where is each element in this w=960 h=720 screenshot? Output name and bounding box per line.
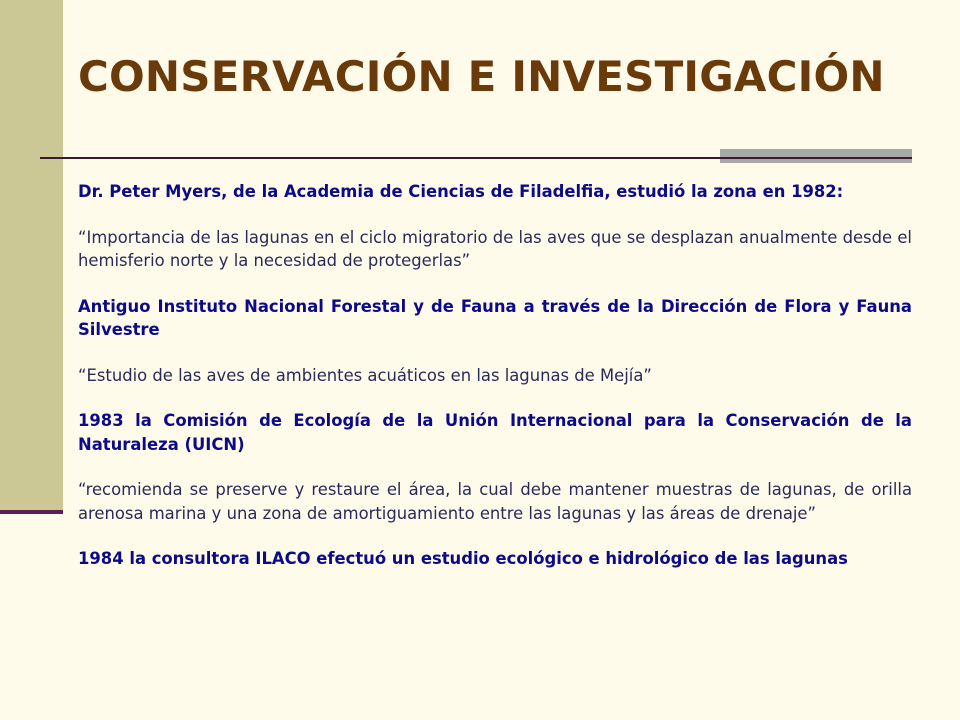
quote-inafor: “Estudio de las aves de ambientes acuáticos en las lagunas de Mejía”: [78, 365, 652, 385]
paragraph-inafor: Antiguo Instituto Nacional Forestal y de Fauna a través de la Dirección de Flora y Fauna Silvestre: [78, 296, 912, 339]
slide-title: CONSERVACIÓN E INVESTIGACIÓN: [78, 52, 885, 101]
slide-body: [78, 180, 912, 571]
paragraph-myers: Dr. Peter Myers, de la Academia de Ciencias de Filadelfia, estudió la zona en 1982:: [78, 182, 844, 201]
quote-uicn: “recomienda se preserve y restaure el área, la cual debe mantener muestras de lagunas, de orilla arenosa marina y una zona de amortiguamiento entre las lagunas y las áreas de drenaje”: [78, 480, 912, 523]
paragraph-uicn: 1983 la Comisión de Ecología de la Unión Internacional para la Conservación de la Naturaleza (UICN): [78, 411, 912, 454]
title-divider-accent: [720, 149, 912, 163]
side-decoration-underline: [0, 510, 63, 514]
side-decoration-bar: [0, 0, 63, 510]
paragraph-ilaco: 1984 la consultora ILACO efectuó un estudio ecológico e hidrológico de las lagunas: [78, 549, 848, 568]
quote-myers: “Importancia de las lagunas en el ciclo migratorio de las aves que se desplazan anualmente desde el hemisferio norte y la necesidad de protegerlas”: [78, 227, 912, 270]
